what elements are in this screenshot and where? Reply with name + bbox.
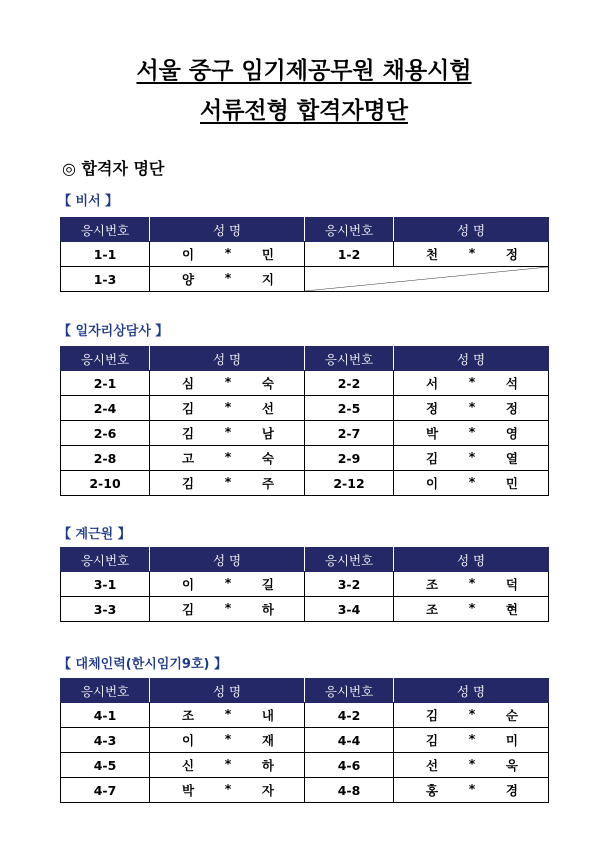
applicant-name [150, 242, 305, 267]
name-char: 김 [182, 426, 195, 441]
name-char: 현 [505, 602, 518, 617]
table-header-row [61, 347, 549, 371]
section-label: 【 비서 】 [58, 194, 119, 209]
table-row [61, 597, 549, 622]
name-char: * [224, 706, 232, 721]
header-name: 성 명 [150, 679, 305, 703]
applicant-name [150, 471, 305, 496]
name-char: * [468, 399, 476, 414]
name-char: 재 [261, 733, 274, 748]
applicant-name [394, 572, 549, 597]
applicant-name [394, 421, 549, 446]
name-char: 내 [261, 708, 274, 723]
applicant-number: 3-2 [305, 572, 394, 597]
roster-table [60, 346, 549, 496]
name-char: 주 [261, 476, 274, 491]
name-char: 이 [426, 476, 439, 491]
applicant-number: 4-2 [305, 703, 394, 728]
header-name: 성 명 [394, 679, 549, 703]
name-char: * [468, 449, 476, 464]
name-char: 천 [426, 247, 439, 262]
name-char: 조 [182, 708, 195, 723]
name-char: 김 [182, 602, 195, 617]
roster-table [60, 217, 549, 292]
applicant-number: 4-8 [305, 778, 394, 803]
name-char: 정 [426, 401, 439, 416]
applicant-number: 2-6 [61, 421, 150, 446]
applicant-name [394, 597, 549, 622]
name-char: 김 [182, 476, 195, 491]
header-name: 성 명 [150, 347, 305, 371]
name-char: * [224, 270, 232, 285]
table-row [61, 446, 549, 471]
applicant-name [394, 471, 549, 496]
applicant-number: 1-2 [305, 242, 394, 267]
name-char: 조 [426, 602, 439, 617]
name-char: * [468, 245, 476, 260]
table-row [61, 753, 549, 778]
name-char: 김 [426, 451, 439, 466]
header-applicant-number: 응시번호 [305, 679, 394, 703]
name-char: 선 [261, 401, 274, 416]
applicant-number: 2-10 [61, 471, 150, 496]
applicant-name [150, 572, 305, 597]
name-char: * [468, 424, 476, 439]
applicant-number: 2-9 [305, 446, 394, 471]
name-char: 숙 [261, 451, 274, 466]
name-char: 자 [261, 783, 274, 798]
table-row [61, 396, 549, 421]
table-row [61, 471, 549, 496]
table-row [61, 572, 549, 597]
applicant-name [394, 778, 549, 803]
name-char: 양 [182, 272, 195, 287]
section-heading: ◎ 합격자 명단 [62, 159, 165, 178]
name-char: 김 [426, 733, 439, 748]
name-char: 숙 [261, 376, 274, 391]
name-char: 순 [505, 708, 518, 723]
name-char: 미 [505, 733, 518, 748]
applicant-name [150, 371, 305, 396]
name-char: * [224, 424, 232, 439]
applicant-name [150, 421, 305, 446]
name-char: 영 [505, 426, 518, 441]
table-header-row [61, 548, 549, 572]
roster-table [60, 547, 549, 622]
applicant-number: 4-1 [61, 703, 150, 728]
name-char: * [468, 474, 476, 489]
name-char: * [224, 474, 232, 489]
applicant-number: 2-7 [305, 421, 394, 446]
applicant-number: 2-4 [61, 396, 150, 421]
name-char: * [224, 245, 232, 260]
applicant-number: 4-5 [61, 753, 150, 778]
header-name: 성 명 [394, 548, 549, 572]
name-char: 조 [426, 577, 439, 592]
applicant-name [150, 778, 305, 803]
name-char: * [224, 399, 232, 414]
name-char: 신 [182, 758, 195, 773]
name-char: * [224, 449, 232, 464]
name-char: 열 [505, 451, 518, 466]
applicant-number: 2-5 [305, 396, 394, 421]
name-char: * [224, 600, 232, 615]
applicant-number: 3-4 [305, 597, 394, 622]
section-label: 【 일자리상담사 】 [58, 324, 169, 339]
name-char: 남 [261, 426, 274, 441]
name-char: 이 [182, 247, 195, 262]
name-char: 덕 [505, 577, 518, 592]
table-header-row [61, 218, 549, 242]
name-char: 박 [182, 783, 195, 798]
applicant-number: 2-8 [61, 446, 150, 471]
applicant-name [394, 242, 549, 267]
name-char: 김 [426, 708, 439, 723]
header-applicant-number: 응시번호 [61, 548, 150, 572]
name-char: 선 [426, 758, 439, 773]
applicant-name [150, 728, 305, 753]
name-char: * [468, 731, 476, 746]
name-char: 정 [505, 401, 518, 416]
document-title-line2: 서류전형 합격자명단 [200, 98, 408, 124]
applicant-name [150, 446, 305, 471]
name-char: * [468, 575, 476, 590]
name-char: * [468, 374, 476, 389]
applicant-name [150, 267, 305, 292]
name-char: * [468, 781, 476, 796]
name-char: 정 [505, 247, 518, 262]
header-applicant-number: 응시번호 [61, 218, 150, 242]
section-label: 【 대체인력(한시임기9호) 】 [58, 657, 228, 672]
table-row [61, 371, 549, 396]
applicant-number: 2-12 [305, 471, 394, 496]
name-char: 길 [261, 577, 274, 592]
applicant-name [394, 728, 549, 753]
name-char: 홍 [426, 783, 439, 798]
header-name: 성 명 [150, 218, 305, 242]
name-char: 고 [182, 451, 195, 466]
header-applicant-number: 응시번호 [305, 548, 394, 572]
header-applicant-number: 응시번호 [61, 679, 150, 703]
table-row [61, 778, 549, 803]
name-char: 서 [426, 376, 439, 391]
applicant-number: 4-4 [305, 728, 394, 753]
table-row [61, 267, 549, 292]
header-name: 성 명 [150, 548, 305, 572]
name-char: * [468, 706, 476, 721]
roster-table [60, 678, 549, 803]
name-char: 이 [182, 733, 195, 748]
table-row [61, 242, 549, 267]
table-row [61, 421, 549, 446]
name-char: 석 [505, 376, 518, 391]
empty-cell [305, 267, 549, 292]
section-label: 【 계근원 】 [58, 527, 131, 542]
name-char: 민 [505, 476, 518, 491]
header-name: 성 명 [394, 347, 549, 371]
name-char: 지 [261, 272, 274, 287]
applicant-name [150, 703, 305, 728]
applicant-number: 4-3 [61, 728, 150, 753]
applicant-number: 4-7 [61, 778, 150, 803]
table-row [61, 703, 549, 728]
applicant-name [394, 446, 549, 471]
name-char: 욱 [505, 758, 518, 773]
applicant-number: 3-3 [61, 597, 150, 622]
name-char: * [468, 756, 476, 771]
table-header-row [61, 679, 549, 703]
applicant-name [150, 597, 305, 622]
applicant-name [150, 753, 305, 778]
applicant-name [394, 371, 549, 396]
applicant-number: 3-1 [61, 572, 150, 597]
header-applicant-number: 응시번호 [305, 347, 394, 371]
applicant-name [394, 703, 549, 728]
applicant-number: 1-3 [61, 267, 150, 292]
diagonal-line [305, 267, 548, 291]
applicant-number: 4-6 [305, 753, 394, 778]
name-char: 김 [182, 401, 195, 416]
header-applicant-number: 응시번호 [61, 347, 150, 371]
name-char: 박 [426, 426, 439, 441]
name-char: * [224, 731, 232, 746]
name-char: * [224, 756, 232, 771]
applicant-number: 2-2 [305, 371, 394, 396]
name-char: 하 [261, 602, 274, 617]
applicant-name [150, 396, 305, 421]
name-char: 하 [261, 758, 274, 773]
applicant-name [394, 753, 549, 778]
applicant-number: 1-1 [61, 242, 150, 267]
name-char: 경 [505, 783, 518, 798]
applicant-name [394, 396, 549, 421]
table-row [61, 728, 549, 753]
name-char: * [468, 600, 476, 615]
applicant-number: 2-1 [61, 371, 150, 396]
name-char: * [224, 374, 232, 389]
header-applicant-number: 응시번호 [305, 218, 394, 242]
name-char: 이 [182, 577, 195, 592]
document-title-line1: 서울 중구 임기제공무원 채용시험 [136, 58, 472, 84]
name-char: * [224, 781, 232, 796]
header-name: 성 명 [394, 218, 549, 242]
name-char: * [224, 575, 232, 590]
name-char: 민 [261, 247, 274, 262]
name-char: 심 [182, 376, 195, 391]
